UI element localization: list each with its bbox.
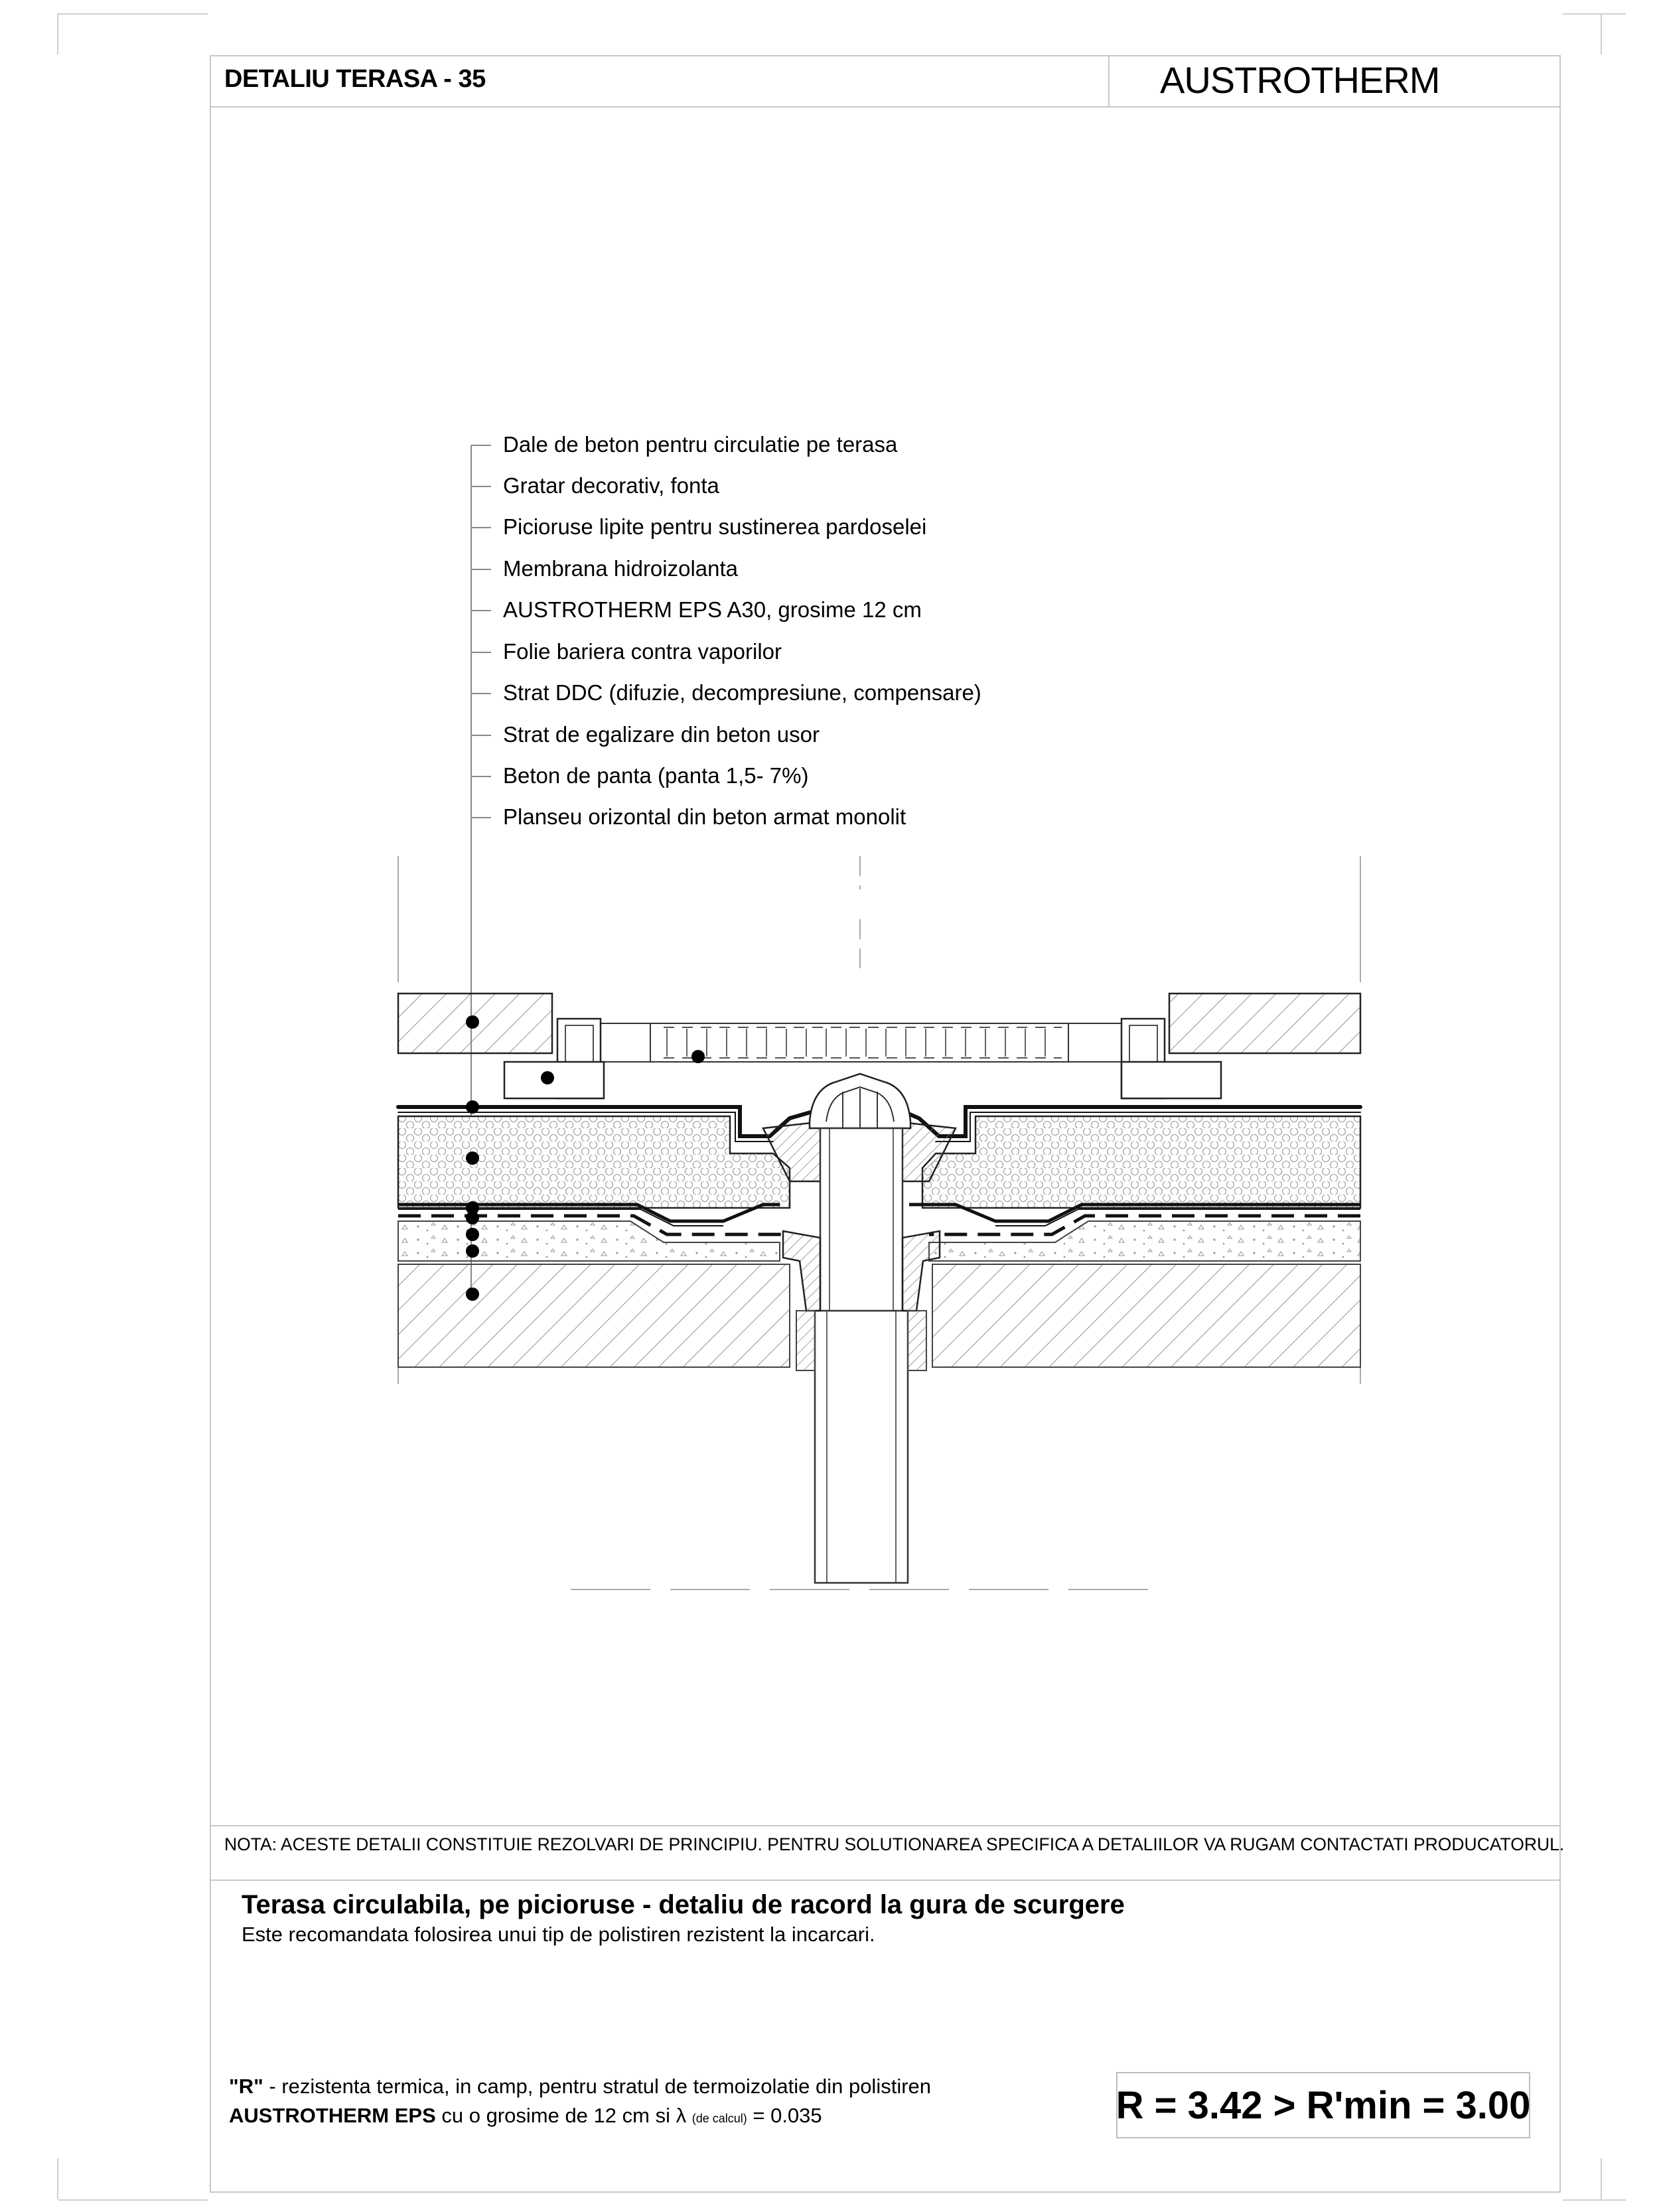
legend-item: Beton de panta (panta 1,5- 7%) [503,763,809,788]
eps-insulation-right [922,1116,1360,1208]
r-product-line [229,2104,822,2128]
levelling-screed-right [929,1221,1360,1261]
brand-name: AUSTROTHERM [1160,59,1440,101]
legend-item: Planseu orizontal din beton armat monolit [503,804,906,829]
lambda-symbol: λ [676,2104,687,2127]
legend-item: Dale de beton pentru circulatie pe terasa [503,432,898,457]
pipe-sleeve-left [796,1311,815,1370]
legend-item: Strat DDC (difuzie, decompresiune, compensare) [503,680,981,705]
legend-item: Strat de egalizare din beton usor [503,722,820,747]
eps-insulation-left [398,1116,790,1208]
paving-slab-right [1169,994,1360,1053]
detail-title: DETALIU TERASA - 35 [224,65,486,93]
legend-item: Gratar decorativ, fonta [503,473,719,498]
thickness-text: cu o grosime de 12 cm si [435,2104,676,2127]
r-description: - rezistenta termica, in camp, pentru stratul de termoizolatie din polistiren [263,2075,932,2098]
detail-heading: Terasa circulabila, pe picioruse - detaliu de racord la gura de scurgere [242,1890,1125,1919]
levelling-screed-left [398,1221,780,1261]
lambda-note: (de calcul) [691,2112,747,2125]
concrete-slab-left [398,1264,790,1367]
disclaimer-note: NOTA: ACESTE DETALII CONSTITUIE REZOLVARI DE PRINCIPIU. PENTRU SOLUTIONAREA SPECIFICA A DETALIILOR VA RUGAM CONTACTATI PRODUCATORUL. [224,1834,1565,1854]
r-label: "R" [229,2075,263,2098]
drain-pipe [815,1128,908,1583]
legend-item: AUSTROTHERM EPS A30, grosime 12 cm [503,597,922,622]
r-result: R = 3.42 > R'min = 3.00 [1116,2083,1531,2127]
r-definition-line [229,2075,931,2099]
lambda-value: = 0.035 [753,2104,822,2127]
legend-item: Folie bariera contra vaporilor [503,639,782,664]
legend-item: Picioruse lipite pentru sustinerea pardoselei [503,514,927,539]
product-name: AUSTROTHERM EPS [229,2104,436,2127]
concrete-slab-right [932,1264,1360,1367]
drain-grate [810,1074,910,1128]
r-value-box [1116,2072,1530,2138]
legend-item: Membrana hidroizolanta [503,556,739,581]
decorative-grating [597,1023,1121,1062]
detail-subtitle: Este recomandata folosirea unui tip de polistiren rezistent la incarcari. [242,1923,875,1946]
pipe-sleeve-right [908,1311,926,1370]
